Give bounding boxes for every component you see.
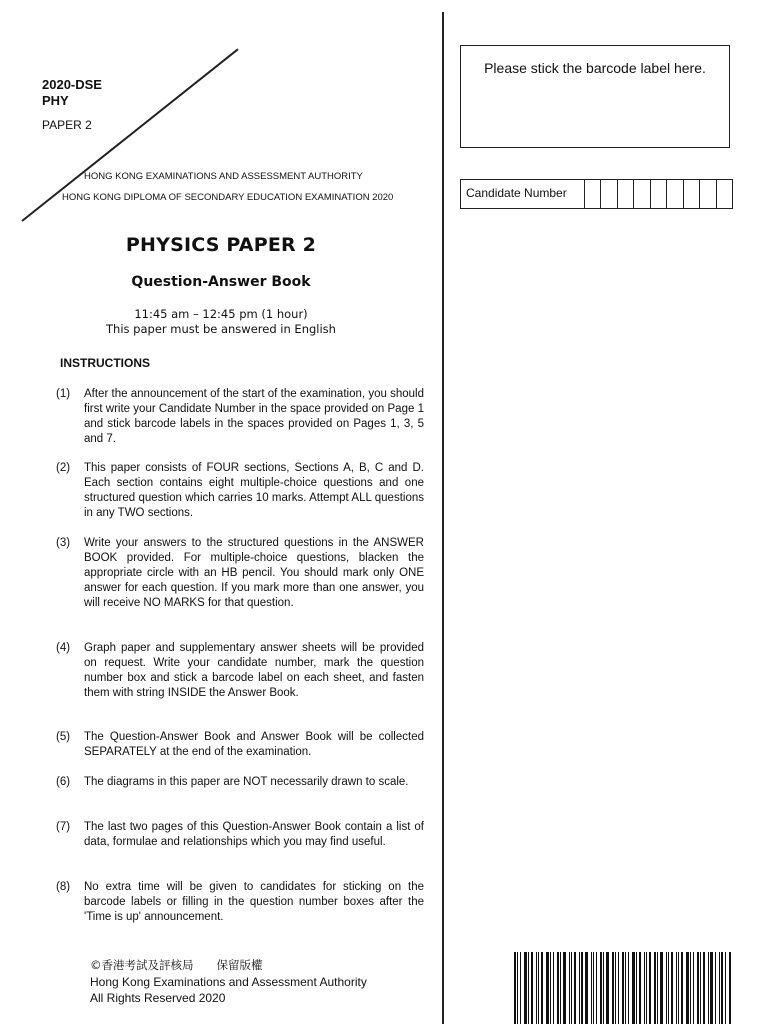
barcode-bar [538, 952, 539, 1024]
barcode-bar [646, 952, 647, 1024]
barcode-bar [657, 952, 658, 1024]
candidate-number-cell[interactable] [667, 180, 683, 208]
barcode-bar [671, 952, 673, 1024]
instruction-item [56, 880, 424, 925]
barcode-bar [557, 952, 559, 1024]
footer-rights: All Rights Reserved 2020 [90, 991, 226, 1005]
instruction-item [56, 461, 424, 521]
exam-code: 2020-DSE [42, 77, 102, 92]
barcode-bar [536, 952, 537, 1024]
instruction-text: The last two pages of this Question-Answer Book contain a list of data, formulae and relationships which you may find useful. [84, 821, 424, 848]
barcode-bar [524, 952, 527, 1024]
barcode-bar [700, 952, 701, 1024]
instruction-item [56, 775, 424, 790]
barcode-bar [697, 952, 699, 1024]
instruction-text: The diagrams in this paper are NOT necessarily drawn to scale. [84, 776, 409, 788]
barcode-bar [625, 952, 626, 1024]
exam-name: HONG KONG DIPLOMA OF SECONDARY EDUCATION EXAMINATION 2020 [62, 192, 394, 203]
barcode-bar [636, 952, 637, 1024]
barcode-bar [615, 952, 616, 1024]
barcode-bar [660, 952, 663, 1024]
barcode-bar [612, 952, 614, 1024]
instruction-text: This paper consists of FOUR sections, Sections A, B, C and D. Each section contains eight multiple-choice questions and one structured question which carries 10 marks. Attempt ALL questions in any TWO sections. [84, 462, 424, 519]
candidate-number-cell[interactable] [717, 180, 732, 208]
page-divider [442, 12, 444, 1024]
instruction-text: After the announcement of the start of the examination, you should first write your Candidate Number in the space provided on Page 1 and stick barcode labels in the spaces provided on Pages 1, 3, 5 and 7. [84, 388, 424, 445]
instruction-number: (5) [56, 731, 71, 743]
barcode-bar [676, 952, 677, 1024]
barcode-bar [560, 952, 561, 1024]
candidate-number-cell[interactable] [684, 180, 700, 208]
instruction-number: (1) [56, 388, 71, 400]
exam-time: 11:45 am – 12:45 pm (1 hour) [134, 307, 308, 321]
instruction-number: (8) [56, 881, 71, 893]
barcode-bar [563, 952, 566, 1024]
language-note: This paper must be answered in English [106, 322, 336, 336]
barcode-bar [541, 952, 543, 1024]
barcode-bar [520, 952, 521, 1024]
instruction-text: Write your answers to the structured questions in the ANSWER BOOK provided. For multiple-choice questions, blacken the appropriate circle with an HB pencil. You should mark only ONE answer for each question. If you mark more than one answer, you will receive NO MARKS for that question. [84, 537, 424, 609]
instruction-number: (7) [56, 821, 71, 833]
barcode-bar [690, 952, 691, 1024]
candidate-number-cell[interactable] [651, 180, 667, 208]
candidate-number-cell[interactable] [601, 180, 617, 208]
authority-name: HONG KONG EXAMINATIONS AND ASSESSMENT AUTHORITY [84, 171, 363, 182]
barcode-bar [644, 952, 645, 1024]
barcode-bar [686, 952, 689, 1024]
candidate-number-label: Candidate Number [461, 180, 585, 208]
instruction-item [56, 641, 424, 701]
barcode-bar [550, 952, 551, 1024]
barcode-bar [628, 952, 629, 1024]
instruction-number: (6) [56, 776, 71, 788]
barcode-bar [606, 952, 609, 1024]
candidate-number-cell[interactable] [634, 180, 650, 208]
barcode-bar [703, 952, 705, 1024]
subject-code: PHY [42, 93, 69, 108]
instruction-item [56, 730, 424, 760]
barcode-bar [600, 952, 602, 1024]
instruction-text: The Question-Answer Book and Answer Book will be collected SEPARATELY at the end of the examination. [84, 731, 424, 758]
barcode-bar [517, 952, 518, 1024]
barcode-bar [593, 952, 594, 1024]
barcode-bar [715, 952, 716, 1024]
barcode-bar [579, 952, 580, 1024]
barcode-bar [574, 952, 576, 1024]
barcode-bar [581, 952, 583, 1024]
instructions-heading: INSTRUCTIONS [60, 356, 150, 370]
barcode-bar [668, 952, 669, 1024]
page-subtitle: Question-Answer Book [131, 274, 311, 290]
barcode-bar [596, 952, 597, 1024]
barcode-bar [710, 952, 713, 1024]
barcode-bar [678, 952, 679, 1024]
barcode-bar [639, 952, 641, 1024]
paper-label: PAPER 2 [42, 118, 92, 132]
barcode-bar [632, 952, 635, 1024]
instruction-number: (3) [56, 537, 71, 549]
barcode-bar [514, 952, 516, 1024]
barcode-bar [528, 952, 529, 1024]
page-title: PHYSICS PAPER 2 [125, 234, 317, 256]
barcode-bar [569, 952, 570, 1024]
barcode-bar [585, 952, 588, 1024]
barcode-bar [553, 952, 554, 1024]
instruction-text: Graph paper and supplementary answer sheets will be provided on request. Write your candidate number, mark the question number box and stick a barcode label on each sheet, and fasten them with string INSIDE the Answer Book. [84, 642, 424, 699]
barcode-bar [546, 952, 549, 1024]
instruction-item [56, 536, 424, 611]
barcode-bar [649, 952, 651, 1024]
barcode-bar [693, 952, 694, 1024]
barcode-label-box [460, 45, 730, 148]
barcode-bar [719, 952, 720, 1024]
candidate-number-cell[interactable] [700, 180, 716, 208]
barcode-bar [666, 952, 667, 1024]
candidate-number-box [460, 179, 733, 209]
barcode-bar [654, 952, 656, 1024]
barcode-bar [531, 952, 533, 1024]
barcode-bar [618, 952, 619, 1024]
instruction-item [56, 820, 424, 850]
barcode-bar [729, 952, 731, 1024]
barcode-label-text: Please stick the barcode label here. [484, 60, 706, 76]
barcode-bar [721, 952, 723, 1024]
barcode-graphic [514, 952, 738, 1024]
instruction-item [56, 387, 424, 447]
instruction-text: No extra time will be given to candidates for sticking on the barcode labels or filling in the question number boxes after the 'Time is up' announcement. [84, 881, 424, 923]
instruction-number: (2) [56, 462, 71, 474]
barcode-bar [681, 952, 683, 1024]
barcode-bar [622, 952, 624, 1024]
footer-authority: Hong Kong Examinations and Assessment Authority [90, 975, 367, 989]
barcode-bar [603, 952, 604, 1024]
barcode-bar [708, 952, 709, 1024]
barcode-bar [591, 952, 592, 1024]
barcode-bar [571, 952, 572, 1024]
instruction-number: (4) [56, 642, 71, 654]
candidate-number-cell[interactable] [585, 180, 601, 208]
copyright-zh: ©香港考試及評核局 保留版權 [90, 958, 263, 972]
barcode-bar [725, 952, 726, 1024]
candidate-number-cell[interactable] [618, 180, 634, 208]
